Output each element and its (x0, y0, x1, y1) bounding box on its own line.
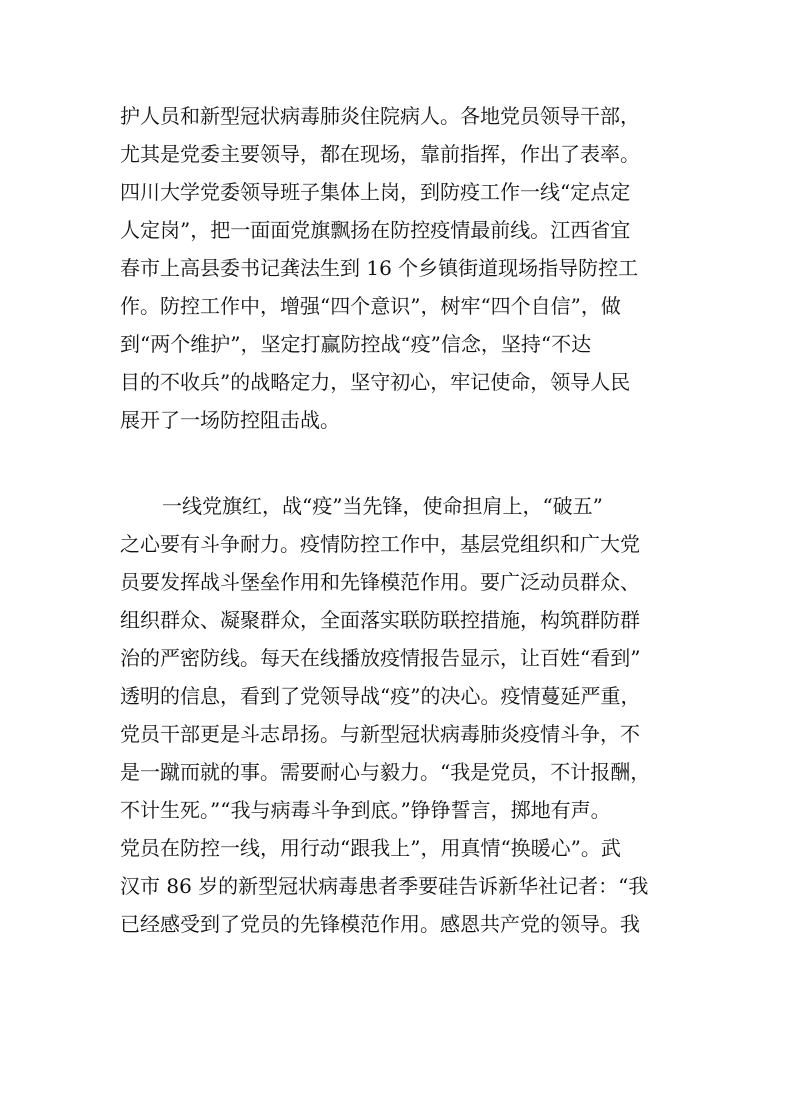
paragraph-line: 护人员和新型冠状病毒肺炎住院病人。各地党员领导干部， (120, 104, 640, 128)
paragraph-line: 组织群众、凝聚群众，全面落实联防联控措施，构筑群防群 (120, 608, 640, 632)
paragraph-line: 不计生死。”“我与病毒斗争到底。”铮铮誓言，掷地有声。 (120, 798, 611, 822)
paragraph-line: 党员在防控一线，用行动“跟我上”，用真情“换暖心”。武 (120, 836, 621, 860)
paragraph-line: 尤其是党委主要领导，都在现场，靠前指挥，作出了表率。 (120, 142, 640, 166)
paragraph-line: 员要发挥战斗堡垒作用和先锋模范作用。要广泛动员群众、 (120, 570, 640, 594)
paragraph-1 (120, 97, 682, 439)
paragraph-line: 一线党旗红，战“疫”当先锋，使命担肩上，“破五” (162, 494, 603, 518)
paragraph-line: 目的不收兵”的战略定力，坚守初心，牢记使命，领导人民 (120, 370, 631, 394)
paragraph-line: 之心要有斗争耐力。疫情防控工作中，基层党组织和广大党 (120, 532, 640, 556)
paragraph-line: 人定岗”，把一面面党旗飘扬在防控疫情最前线。江西省宜 (120, 218, 631, 242)
paragraph-line: 治的严密防线。每天在线播放疫情报告显示，让百姓“看到” (120, 646, 641, 670)
paragraph-2 (120, 487, 682, 943)
paragraph-line: 透明的信息，看到了党领导战“疫”的决心。疫情蔓延严重， (120, 684, 641, 708)
paragraph-line: 到“两个维护”，坚定打赢防控战“疫”信念，坚持“不达 (120, 332, 592, 356)
paragraph-line: 春市上高县委书记龚法生到 16 个乡镇街道现场指导防控工 (120, 256, 639, 280)
paragraph-line: 党员干部更是斗志昂扬。与新型冠状病毒肺炎疫情斗争，不 (120, 722, 640, 746)
paragraph-line: 汉市 86 岁的新型冠状病毒患者季要硅告诉新华社记者：“我 (120, 874, 649, 898)
paragraph-line: 展开了一场防控阻击战。 (120, 408, 340, 432)
paragraph-line: 四川大学党委领导班子集体上岗，到防疫工作一线“定点定 (120, 180, 631, 204)
paragraph-line: 是一蹴而就的事。需要耐心与毅力。“我是党员，不计报酬， (120, 760, 651, 784)
paragraph-line: 作。防控工作中，增强“四个意识”，树牢“四个自信”，做 (120, 294, 621, 318)
paragraph-line: 已经感受到了党员的先锋模范作用。感恩共产党的领导。我 (120, 912, 640, 936)
